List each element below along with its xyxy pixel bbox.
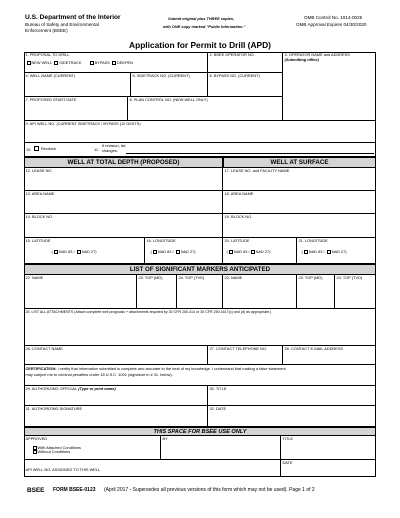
band-markers: LIST OF SIGNIFICANT MARKERS ANTICIPATED <box>24 264 376 275</box>
field-11-text-1: If revision, list <box>102 143 126 148</box>
field-1-label: 1. PROPOSAL TO DRILL <box>25 52 70 57</box>
certification-text-1: I certify that information submitted is complete and accurate to the best of my knowledge. I understand that making a false statement <box>56 366 286 371</box>
field-21-label: 21. LONGITUDE <box>298 238 328 243</box>
markers-top-tvd-col-1[interactable] <box>177 275 223 309</box>
new-well-label: NEW WELL <box>31 59 53 65</box>
field-27-label: 27. CONTACT TELEPHONE NO. <box>209 346 268 351</box>
bureau-line-1: Bureau of Safety and Environmental <box>25 22 99 27</box>
checkbox-bypass[interactable] <box>90 61 94 65</box>
field-operator-name-address[interactable] <box>283 52 376 121</box>
field-authorizing-official[interactable] <box>24 386 208 406</box>
certification <box>24 365 376 386</box>
certification-label: CERTIFICATION: <box>25 366 57 371</box>
field-17-label: 17. LEASE NO. and FACILITY NAME <box>224 168 290 173</box>
field-5-label: 5. SIDETRACK NO. (CURRENT) <box>132 73 190 78</box>
field-15-label: 15. LATITUDE <box>25 238 51 243</box>
by-label: BY <box>162 436 168 441</box>
field-24-label: 24. TOP (TVD) <box>178 275 205 280</box>
field-lease-no-td[interactable] <box>24 168 223 191</box>
checkbox-revision[interactable] <box>34 146 39 151</box>
field-title[interactable] <box>208 386 376 406</box>
footer-code: BSEE <box>27 487 45 494</box>
field-7-label: 7. PROPOSED START DATE <box>25 97 77 102</box>
band-bsee-use-only: THIS SPACE FOR BSEE USE ONLY <box>24 427 376 436</box>
field-24-label: 24. TOP (TVD) <box>336 275 363 280</box>
field-lease-facility-surface[interactable] <box>223 168 376 191</box>
nad27-label: NAD 27) <box>180 248 196 254</box>
field-9-label: 9. API WELL NO. (CURRENT SIDETRACK / BYPASS (12 DIGITS) <box>25 121 141 126</box>
checkbox-lat-sf-nad27[interactable] <box>251 250 255 254</box>
approved-label: APPROVED <box>25 436 48 441</box>
checkbox-without-conditions[interactable] <box>33 450 37 454</box>
field-contact-email[interactable] <box>283 346 376 365</box>
checkbox-sidetrack[interactable] <box>54 61 58 65</box>
field-longitude-surface[interactable]: 21. LONGITUDE ( NAD 83 / NAD 27) <box>297 238 376 264</box>
field-11-label: 11. <box>94 147 100 152</box>
field-29-label: 29. AUTHORIZING OFFICIAL <box>25 386 78 391</box>
agency-name: U.S. Department of the Interior <box>25 14 121 21</box>
field-14-label: 14. BLOCK NO. <box>25 214 54 219</box>
field-3-label: 3. OPERATOR NAME and ADDRESS <box>284 52 350 57</box>
date-label: DATE <box>282 460 293 465</box>
field-23-label: 23. TOP (MD) <box>298 275 323 280</box>
checkbox-with-conditions[interactable] <box>33 446 37 450</box>
field-18-label: 18. AREA NAME <box>224 191 254 196</box>
field-12-label: 12. LEASE NO. <box>25 168 53 173</box>
checkbox-new-well[interactable] <box>27 61 31 65</box>
field-6-label: 6. BYPASS NO. (CURRENT) <box>209 73 260 78</box>
field-20-label: 20. LATITUDE <box>224 238 250 243</box>
field-16-label: 16. LONGITUDE <box>146 238 176 243</box>
field-contact-telephone[interactable] <box>208 346 283 365</box>
field-30-label: 30. TITLE <box>209 386 227 391</box>
field-2-label: 2. BSEE OPERATOR NO. <box>209 52 255 57</box>
field-22-label: 22. NAME <box>25 275 44 280</box>
markers-top-md-col-2[interactable] <box>297 275 335 309</box>
field-8-label: 8. PLAN CONTROL NO. (NEW WELL ONLY) <box>129 97 208 102</box>
field-block-no-surface[interactable] <box>223 214 376 238</box>
checkbox-lon-td-nad83[interactable] <box>153 250 157 254</box>
markers-top-md-col-1[interactable] <box>137 275 177 309</box>
markers-name-col-2[interactable] <box>223 275 297 309</box>
nad27-label: NAD 27) <box>81 248 97 254</box>
field-32-label: 32. DATE <box>209 406 227 411</box>
nad83-label: NAD 83 / <box>308 248 325 254</box>
field-4-label: 4. WELL NAME (CURRENT) <box>25 73 76 78</box>
sidetrack-label: SIDETRACK <box>59 59 82 65</box>
bsee-approved <box>24 436 161 460</box>
title-label: TITLE <box>282 436 294 441</box>
field-latitude-td[interactable]: 15. LATITUDE ( NAD 83 / NAD 27) <box>24 238 145 264</box>
bureau-line-2: Enforcement (BSEE) <box>25 28 68 33</box>
field-29-note: (Type or print name) <box>77 386 116 391</box>
field-23-label: 23. TOP (MD) <box>138 275 163 280</box>
checkbox-lon-sf-nad83[interactable] <box>304 250 308 254</box>
footer-form-number: FORM BSEE-0123 <box>53 487 96 493</box>
field-api-well-no[interactable] <box>24 121 376 143</box>
revision-label: Revision <box>41 146 56 151</box>
band-surface: WELL AT SURFACE <box>223 157 376 168</box>
field-19-label: 19. BLOCK NO. <box>224 214 253 219</box>
field-13-label: 13. AREA NAME <box>25 191 55 196</box>
field-latitude-surface[interactable]: 20. LATITUDE ( NAD 83 / NAD 27) <box>223 238 297 264</box>
field-proposed-start-date[interactable] <box>24 97 128 121</box>
field-area-name-surface[interactable] <box>223 191 376 214</box>
field-area-name-td[interactable] <box>24 191 223 214</box>
field-3-sublabel: (Submitting office) <box>284 56 319 62</box>
band-total-depth: WELL AT TOTAL DEPTH (PROPOSED) <box>24 157 223 168</box>
checkbox-deepen[interactable] <box>112 61 116 65</box>
omb-expiration: OMB Approval Expires 04/30/2020 <box>296 22 367 27</box>
without-conditions-label: Without Conditions <box>37 449 71 455</box>
field-bsee-operator-no[interactable] <box>208 52 283 73</box>
certification-text-2: may subject me to criminal penalties under 18 U.S.C. 1001 (signature in # 31. below). <box>25 371 173 377</box>
footer-note: (April 2017 - Supersedes all previous versions of this form which may not be used). Page 1 of 2 <box>104 487 315 493</box>
field-bypass-no[interactable] <box>208 73 283 97</box>
submit-instruction-1: Submit original plus THREE copies, <box>168 16 235 21</box>
bsee-by[interactable] <box>161 436 281 460</box>
deepen-label: DEEPEN <box>116 59 133 65</box>
nad83-label: NAD 83 / <box>58 248 75 254</box>
changes-line[interactable] <box>126 153 374 154</box>
markers-top-tvd-col-2[interactable] <box>335 275 376 309</box>
nad83-label: NAD 83 / <box>157 248 174 254</box>
nad83-label: NAD 83 / <box>233 248 250 254</box>
nad27-label: NAD 27) <box>331 248 347 254</box>
checkbox-lat-td-nad83[interactable] <box>54 250 58 254</box>
nad27-label: NAD 27) <box>255 248 271 254</box>
field-block-no-td[interactable] <box>24 214 223 238</box>
field-22-label: 22. NAME <box>224 275 243 280</box>
api-assigned-label: API WELL NO. ASSIGNED TO THIS WELL <box>25 467 101 472</box>
field-authorizing-signature[interactable] <box>24 406 208 427</box>
field-proposal-to-drill <box>24 52 208 73</box>
field-well-name[interactable] <box>24 73 131 97</box>
checkbox-lon-td-nad27[interactable] <box>176 250 180 254</box>
field-10-label: 10. <box>26 147 32 152</box>
checkbox-lat-sf-nad83[interactable] <box>229 250 233 254</box>
form-title: Application for Permit to Drill (APD) <box>129 40 271 50</box>
field-date[interactable] <box>208 406 376 427</box>
field-plan-control-no[interactable] <box>128 97 283 121</box>
field-31-label: 31. AUTHORIZING SIGNATURE <box>25 406 83 411</box>
field-11-text-2: changes: <box>102 148 118 153</box>
with-conditions-label: With Attached Conditions <box>37 444 81 450</box>
field-26-label: 26. CONTACT NAME <box>25 346 63 351</box>
field-contact-name[interactable] <box>24 346 208 365</box>
bsee-title[interactable] <box>281 436 376 460</box>
field-attachments[interactable] <box>24 309 376 346</box>
bsee-date[interactable] <box>281 460 376 477</box>
markers-name-col-1[interactable] <box>24 275 137 309</box>
bypass-label: BYPASS <box>94 59 110 65</box>
omb-control-number: OMB Control No. 1014-0025 <box>304 15 363 20</box>
submit-instruction-2: with ONE copy marked "Public Information." <box>163 24 246 29</box>
field-revision <box>24 143 376 157</box>
field-28-label: 28. CONTACT E-MAIL ADDRESS <box>284 346 344 351</box>
field-longitude-td[interactable]: 16. LONGITUDE ( NAD 83 / NAD 27) <box>145 238 223 264</box>
field-sidetrack-no[interactable] <box>131 73 208 97</box>
checkbox-lon-sf-nad27[interactable] <box>327 250 331 254</box>
bsee-api-assigned[interactable] <box>24 460 281 477</box>
checkbox-lat-td-nad27[interactable] <box>77 250 81 254</box>
field-25-label: 25. LIST ALL ATTACHMENTS (Attach complete well prognosis + attachments required by 30 CFR 250.414 or 30 CFR 250.1617(c) and (d) as appropriate.) <box>25 310 272 314</box>
